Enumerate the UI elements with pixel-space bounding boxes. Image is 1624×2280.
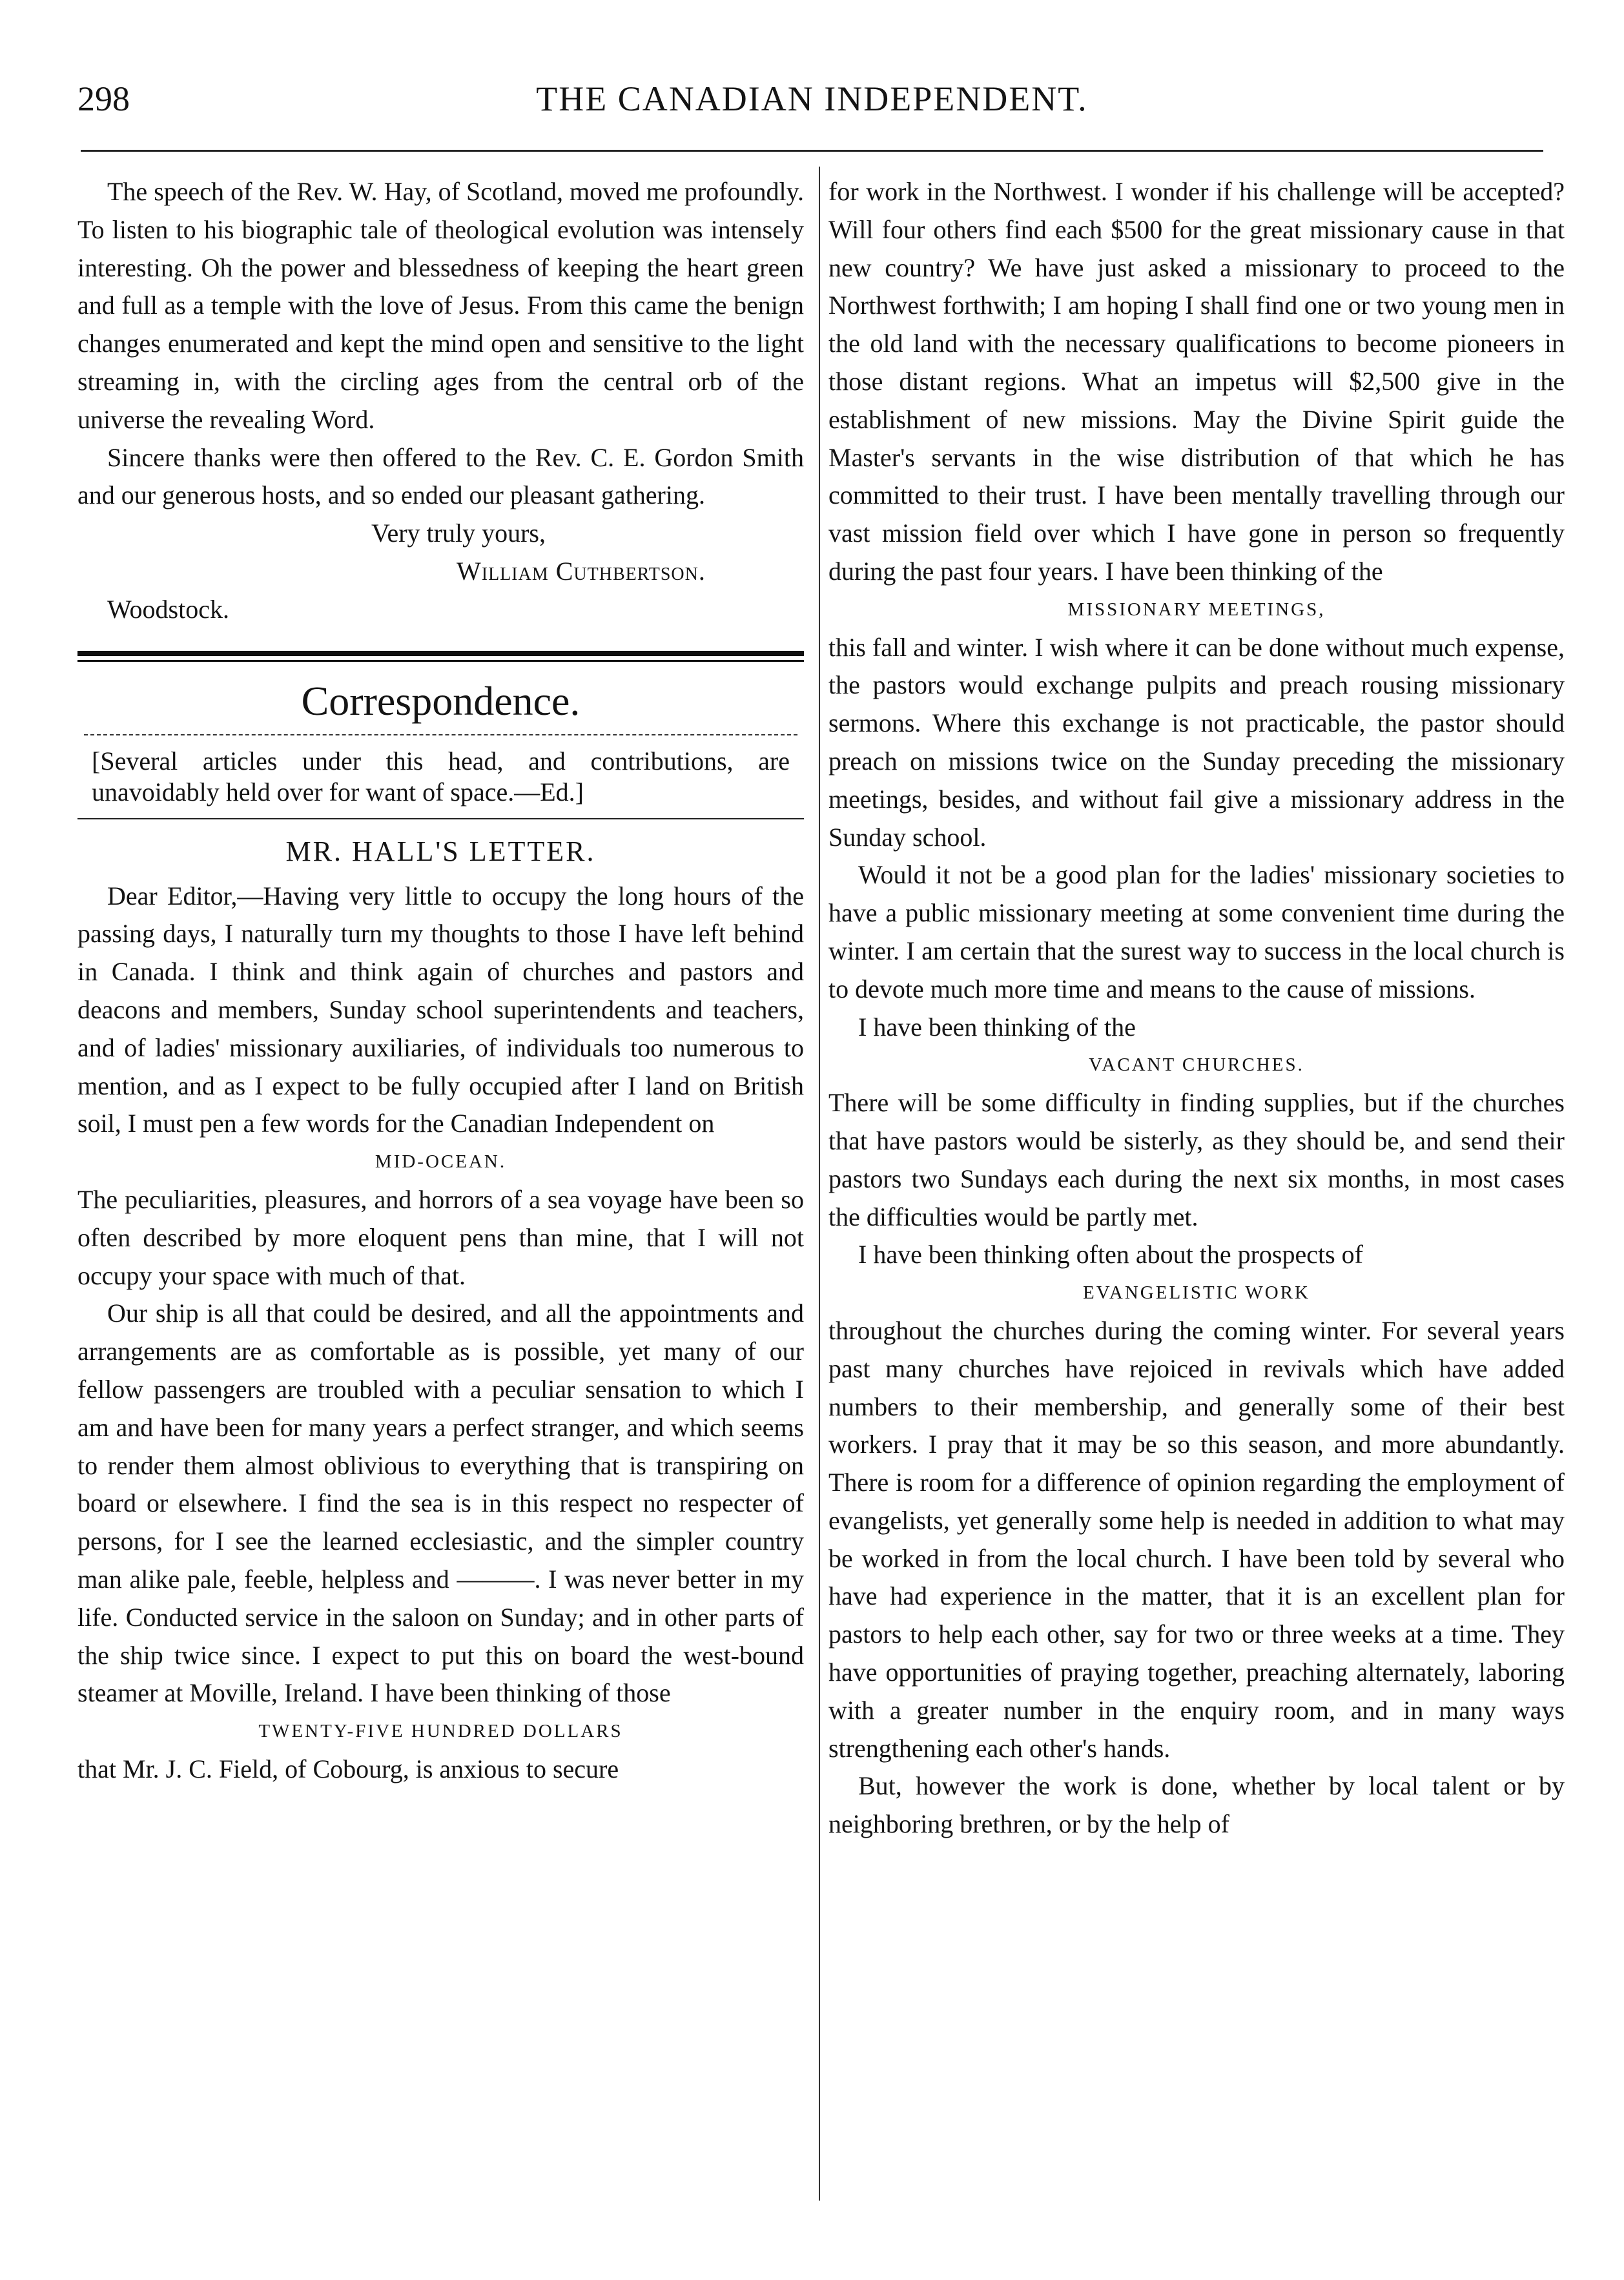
right-column bbox=[828, 173, 1565, 1844]
letter-paragraph: this fall and winter. I wish where it can be done without much expense, the pastors would exchange pulpits and preach rousing missionary sermons. Where this exchange is not practicable, the pastor should preach on missions twice on the Sunday preceding the missionary meetings, besides, and without fail give a missionary address in the Sunday school. bbox=[828, 632, 1565, 852]
subheading-vacant-churches: VACANT CHURCHES. bbox=[1089, 1054, 1304, 1076]
section-title: Correspondence. bbox=[301, 677, 581, 724]
section-divider bbox=[77, 651, 804, 662]
letter-paragraph: Our ship is all that could be desired, and all the appointments and arrangements are as comfortable as is possible, yet many of our fellow passengers are troubled with a peculiar sensation to which I am and have been for many years a perfect stranger, and which seems to render them almost oblivious to everything that is transpiring on board or elsewhere. I find the sea is in this respect no respecter of persons, for I see the learned ecclesiastic, and the simpler country man alike pale, feeble, helpless and ———. I was never better in my life. Conducted service in the saloon on Sunday; and in other parts of the ship twice since. I expect to put this on board the west-bound steamer at Moville, Ireland. I have been thinking of those bbox=[77, 1299, 804, 1708]
hay-speech-paragraph: The speech of the Rev. W. Hay, of Scotland, moved me profoundly. To listen to his biographic tale of theological evolution was intensely interesting. Oh the power and blessedness of keeping the heart green and full as a temple with the love of Jesus. From this came the benign changes enumerated and kept the mind open and sensitive to the light streaming in, with the circling ages from the central orb of the universe the revealing Word. bbox=[77, 177, 804, 434]
page-number: 298 bbox=[77, 79, 130, 118]
subheading-evangelistic-work: EVANGELISTIC WORK bbox=[1082, 1282, 1310, 1304]
subheading-dollars: TWENTY-FIVE HUNDRED DOLLARS bbox=[258, 1721, 623, 1742]
column-divider bbox=[819, 167, 820, 2201]
letter-paragraph: Dear Editor,—Having very little to occupy the long hours of the passing days, I naturally turn my thoughts to those I have left behind in Canada. I think and think again of churches and pastors and deacons and members, Sunday school superintendents and teachers, and of ladies' missionary auxiliaries, of individuals too numerous to mention, and as I expect to be fully occupied after I land on British soil, I must pen a few words for the Canadian Independent on bbox=[77, 881, 804, 1138]
editor-note: [Several articles under this head, and contributions, are unavoidably held over for want of space.—Ed.] bbox=[92, 746, 790, 806]
subheading-mid-ocean: MID-OCEAN. bbox=[375, 1151, 507, 1173]
letter-paragraph: I have been thinking often about the prospects of bbox=[858, 1240, 1363, 1269]
letter-paragraph: There will be some difficulty in finding supplies, but if the churches that have pastors would be sisterly, as they should be, and send their pastors two Sundays each during the next six months, in most cases the difficulties would be partly met. bbox=[828, 1088, 1565, 1231]
letter-title: MR. HALL'S LETTER. bbox=[285, 835, 596, 867]
letter-paragraph: for work in the Northwest. I wonder if his challenge will be accepted? Will four others find each $500 for the great missionary cause in that new country? We have just asked a missionary to proceed to the Northwest forthwith; I am hoping I shall find one or two young men in the old land with the necessary qualifications to become pioneers in those distant regions. What an impetus will $2,500 give in the establishment of new missions. May the Divine Spirit guide the Master's servants in the wise distribution of that which he has committed to their trust. I have been mentally travelling through our vast mission field over which I have gone in person so frequently during the past four years. I have been thinking of the bbox=[828, 177, 1565, 586]
thanks-paragraph: Sincere thanks were then offered to the Rev. C. E. Gordon Smith and our generous hosts, and so ended our pleasant gathering. bbox=[77, 442, 804, 510]
running-title: THE CANADIAN INDEPENDENT. bbox=[536, 79, 1088, 118]
letter-paragraph: that Mr. J. C. Field, of Cobourg, is anxious to secure bbox=[77, 1754, 619, 1783]
letter-paragraph: throughout the churches during the coming winter. For several years past many churches have rejoiced in revivals which have added numbers to their membership, and generally some of their best workers. I pray that it may be so this season, and more abundantly. There is room for a difference of opinion regarding the employment of evangelists, yet generally some help is needed in addition to what may be worked in from the local church. I have been told by several who have had experience in the matter, that it is an excellent plan for pastors to help each other, say for two or three weeks at a time. They have opportunities of praying together, preaching alternately, laboring with a greater number in the enquiry room, and in many ways strengthening each other's hands. bbox=[828, 1315, 1565, 1763]
letter-paragraph: I have been thinking of the bbox=[858, 1012, 1136, 1042]
letter-paragraph: The peculiarities, pleasures, and horrors of a sea voyage have been so often described by more eloquent pens than mine, that I will not occupy your space with much of that. bbox=[77, 1184, 804, 1290]
note-rule bbox=[77, 818, 804, 819]
signature: William Cuthbertson. bbox=[457, 556, 706, 586]
left-column bbox=[77, 173, 804, 1789]
closing-line: Very truly yours, bbox=[371, 519, 546, 548]
header-rule bbox=[81, 150, 1543, 152]
subheading-missionary-meetings: MISSIONARY MEETINGS, bbox=[1067, 599, 1326, 620]
letter-paragraph: But, however the work is done, whether by local talent or by neighboring brethren, or by the help of bbox=[828, 1771, 1565, 1839]
letter-paragraph: Would it not be a good plan for the ladies' missionary societies to have a public missionary meeting at some convenient time during the winter. I am certain that the surest way to success in the local church is to devote much more time and means to the cause of missions. bbox=[828, 860, 1565, 1003]
place-line: Woodstock. bbox=[107, 594, 229, 624]
title-rule bbox=[84, 734, 797, 735]
